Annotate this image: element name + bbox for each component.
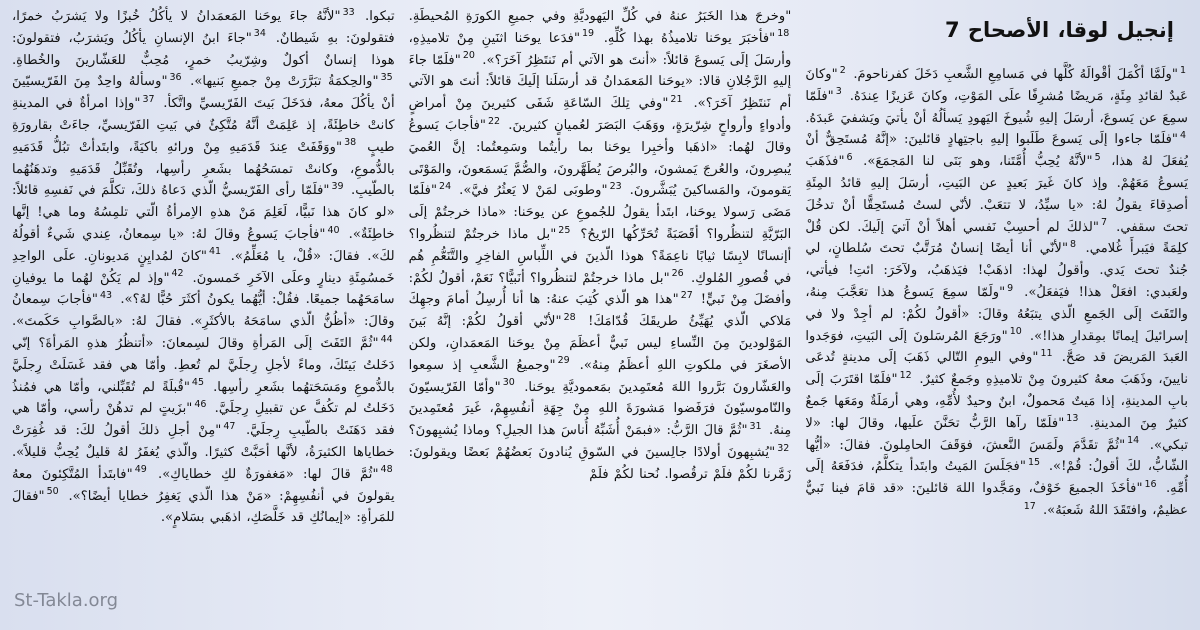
verse-number: 20	[462, 50, 475, 62]
verse-text: "وإذ لم يَكُنْ لهُما ما يوفيانِ سامَحَهُما جميعًا. فقُلْ: أيُّهُما يكونُ أكثَرَ حُبًّا لهُ؟».	[11, 270, 395, 308]
verse-number: 31	[749, 420, 762, 432]
verse-number: 15	[1027, 456, 1041, 468]
verse-text: "وكانَ عَبدٌ لقائدِ مِئَةٍ، مَريضًا مُشرِفًا علَى المَوْتِ، وكانَ عَزيزًا عِندَهُ.	[805, 67, 1188, 104]
verse-number: 47	[223, 420, 236, 432]
verse-number: 1	[1179, 64, 1186, 76]
verse-text: "مِنْ أجلِ ذلكَ أقولُ لكَ: قد غُفِرَتْ خطاياها الكثيرَةُ، لأنَّها أحَبَّتْ كثيرًا. والّذي يُغفَرُ لهُ قليلٌ يُحِبُّ قليلاً».	[11, 423, 395, 460]
verse-text: "وخرجَ هذا الخَبَرُ عنهُ في كُلِّ اليَهوديَّةِ وفي جميعِ الكورَةِ المُحيطَةِ.	[408, 9, 792, 24]
verse-number: 32	[777, 442, 790, 454]
verse-text: "ثُمَّ قالَ لها: «مَغفورَةٌ لكِ خطاياكِ».	[148, 466, 379, 482]
verse-number: 5	[1094, 151, 1101, 163]
verse-number: 19	[582, 28, 595, 40]
verse-text: "وأمّا الفَرّيسيّونَ والنّاموسيّونَ فرَفَضوا مَشورَةَ اللهِ مِنْ جِهَةِ أنفُسِهِمْ، غَيرَ مُعتَمِدينَ مِنهُ.	[408, 379, 792, 439]
column-1	[805, 6, 1188, 622]
verse-number: 6	[846, 151, 853, 163]
verse-number: 50	[46, 486, 59, 498]
verse-text: "فقالَ للمَرأةِ: «إيمانُكِ قد خَلَّصَكِ، اذهَبي بسَلامٍ».	[11, 488, 395, 526]
verse-text: "فأجابَ يَسوعُ وقالَ لهُ: «يا سِمعانُ، عِندي شَيءٌ أقولُهُ لكَ». فقالَ: «قُلْ، يا مُعَلِّمُ».	[11, 226, 395, 264]
verse-number: 39	[331, 180, 344, 192]
verse-text: "بل ماذا خرجتُمْ لتنظُروا؟ أإنسانًا لابِسًا ثيابًا ناعِمَةً؟ هوذا الّذينَ في اللِّباسِ الفاخِرِ والتَّنَعُّمِ هُم في قُصورِ المُلوكِ.	[408, 226, 792, 286]
verse-text: "فلَمّا مَضَى رَسولا يوحَنا، ابتَدأ يقولُ للجُموعِ عن يوحَنا: «ماذا خرجتُمْ إلَى البَرّيَّةِ لتنظُروا؟ أقَصَبَةً تُحَرِّكُها الرّيحُ؟	[408, 183, 792, 242]
verse-number: 33	[342, 6, 355, 18]
verse-number: 42	[171, 268, 184, 280]
verse-text: "فأخبَرَ يوحَنا تلاميذُهُ بهذا كُلِّهِ.	[596, 30, 776, 46]
verse-number: 46	[194, 398, 207, 410]
page-title: إنجيل لوقا، الأصحاح 7	[944, 18, 1174, 42]
verse-number: 10	[1009, 326, 1022, 338]
verse-number: 13	[1066, 413, 1079, 425]
verse-number: 41	[208, 246, 222, 258]
verse-text: "فذَهَبَ يَسوعُ مَعَهُمْ. وإذ كانَ غَيرَ بَعيدٍ عن البَيتِ، أرسَلَ إليهِ قائدُ المِئَةِ أصدِقاءَ يقولُ لهُ: «يا سيِّدُ، لا تتعَبْ. لأنّي لستُ مُستَحِقًّا أنْ تدخُلَ تحتَ سقفي.	[805, 154, 1188, 235]
verse-number: 43	[99, 289, 113, 301]
verse-number: 40	[327, 224, 340, 236]
verse-number: 45	[191, 377, 204, 389]
site-watermark: St-Takla.org	[14, 590, 119, 611]
verse-number: 27	[680, 289, 693, 301]
verse-text: "وجميعُ الشَّعبِ إذ سمِعوا والعَشّارونَ بَرَّروا اللهَ مُعتَمِدينَ بمَعموديَّةِ يوحَنا.	[408, 357, 792, 395]
verse-number: 24	[439, 180, 452, 192]
verse-number: 49	[134, 464, 147, 476]
verse-number: 7	[1100, 217, 1107, 229]
column-2	[409, 6, 792, 622]
verse-text: "ورَجَعَ المُرسَلونَ إلَى البَيتِ، فوَجَدوا العَبدَ المَريضَ قد صَحَّ.	[805, 328, 1188, 366]
verse-number: 21	[670, 93, 683, 105]
verse-number: 35	[380, 72, 393, 83]
column-1-text	[805, 64, 1188, 522]
verse-number: 29	[557, 355, 570, 367]
column-3	[12, 6, 395, 622]
verse-number: 36	[169, 72, 182, 83]
verse-text: "فأجابَ سِمعانُ وقالَ: «أظُنُّ الّذي سامَحَهُ بالأكثَرِ». فقالَ لهُ: «بالصَّوابِ حَكَمتَ».	[11, 292, 395, 330]
verse-number: 26	[671, 268, 684, 280]
verse-number: 11	[1040, 347, 1053, 359]
verse-number: 28	[563, 311, 576, 323]
verse-text: تبكوا.	[356, 9, 395, 24]
verse-number: 37	[142, 93, 155, 105]
verse-text: "وإذا امرأةٌ في المدينةِ كانتْ خاطِئَةً، إذ عَلِمَتْ أنَّهُ مُتَّكِئٌ في بَيتِ الفَرّيسيِّ، جاءَتْ بقارورَةِ طيبٍ	[11, 96, 395, 155]
verse-text: "فأخَذَ الجميعَ خَوْفٌ، ومَجَّدوا اللهَ قائلينَ: «قد قامَ فينا نَبيٌّ عظيمٌ، وافتَقَدَ اللهُ شَعبَهُ».	[805, 481, 1188, 518]
verse-text: "فدَعا يوحَنا اثنَينِ مِنْ تلاميذِهِ، وأرسَلَ إلَى يَسوعَ قائلاً: «أنتَ هو الآتي أم نَنتَظِرُ آخَرَ؟».	[408, 30, 792, 68]
verse-text: "وفي اليومِ التّالي ذَهَبَ إلَى مدينةٍ تُدعَى نايينَ، وذَهَبَ معهُ كثيرونَ مِنْ تلاميذِهِ وجَمعٌ كثيرٌ.	[805, 350, 1188, 388]
verse-number: 14	[1127, 435, 1140, 447]
verse-text: "قُبلَةً لم تُقَبِّلني، وأمّا هي فمُنذُ دَخَلتُ لم تكُفَّ عن تقبيلِ رِجلَيَّ.	[11, 379, 395, 417]
verse-text: "ثُمَّ التَفَتَ إلَى المَرأةِ وقالَ لسِمعانَ: «أتنظُرُ هذهِ المَرأةَ؟ إنّي دَخَلتُ بَيتَكَ، وماءً لأجلِ رِجلَيَّ لم تُعطِ. وأمّا هي فقد غَسَلَتْ رِجلَيَّ بالدُّموعِ ومَسَحَتهُما بشَعرِ رأسِها.	[11, 335, 395, 395]
verse-number: 22	[487, 115, 501, 127]
verse-text: "لأنَّهُ يُحِبُّ أُمَّتَنا، وهو بَنَى لنا المَجمَعَ».	[854, 154, 1093, 170]
verse-text: "هذا هو الّذي كُتِبَ عنهُ: ها أنا أُرسِلُ أمامَ وجهِكَ مَلاكي الّذي يُهَيِّئُ طريقَكَ قُدّامَكَ!	[408, 292, 792, 330]
verse-text: "لأنّي أنا أيضًا إنسانٌ مُرَتَّبٌ تحتَ سُلطانٍ، لي جُندٌ تحتَ يَدي. وأقولُ لهذا: اذهَبْ! فيَذهَبُ، ولآخَرَ: ائتِ! فيأتي، ولعَبدي: افعَلْ هذا! فيَفعَلُ».	[805, 241, 1188, 300]
verse-text: "ولَمَّا أكْمَلَ أقْوالَهُ كُلَّها في مَسامِعِ الشَّعبِ دَخَلَ كفرناحومَ.	[847, 67, 1178, 82]
column-3-text	[12, 6, 395, 529]
verse-text: "فلَمّا جاءَ إليهِ الرَّجُلانِ قالا: «يوحَنا المَعمَدانُ قد أرسَلَنا إلَيكَ قائلاً: أنتَ هو الآتي أم نَنتَظِرُ آخَرَ؟».	[408, 52, 792, 112]
verse-text: "والحِكمَةُ تبَرَّرَتْ مِنْ جميعِ بَنيها».	[183, 74, 379, 90]
bible-page	[12, 6, 1188, 622]
verse-text: "ولَمّا سمِعَ يَسوعُ هذا تعَجَّبَ مِنهُ، والتَفَتَ إلَى الجَمعِ الّذي يتبَعُهُ وقالَ: «أقولُ لكُمْ: لم أجِدْ ولا في إسرائيلَ إيمانًا بمِقدارِ هذا!».	[805, 284, 1188, 344]
verse-text: "فلَمّا رأى الفَرّيسيُّ الّذي دَعاهُ ذلكَ، تكلَّمَ في نَفسِهِ قائلاً: «لو كانَ هذا نَبيًّا، لَعَلِمَ مَنْ هذهِ الاِمرأةُ الّتي تلمِسُهُ وما هي! إنَّها خاطِئَةٌ».	[11, 183, 395, 242]
verse-number: 16	[1144, 478, 1157, 490]
verse-number: 34	[253, 28, 266, 40]
verse-text: "بل ماذا خرجتُمْ لتنظُروا؟ أنَبيًّا؟ نَعَمْ، أقولُ لكُمْ: وأفضَلَ مِنْ نَبيٍّ!	[408, 270, 792, 308]
verse-text: "بزَيتٍ لم تدهُنْ رأسي، وأمّا هي فقد دَهَنَتْ بالطّيبِ رِجلَيَّ.	[11, 401, 395, 439]
verse-text: "كانَ لمُدايِنٍ مَديونانِ. علَى الواحِدِ خَمسُمِئَةِ دينارٍ وعلَى الآخَرِ خَمسونَ.	[11, 248, 395, 286]
verse-text: "ثُمَّ تقَدَّمَ ولَمَسَ النَّعشَ، فوَقَفَ الحامِلونَ. فقالَ: «أيُّها الشّابُّ، لكَ أقولُ: قُمْ!».	[805, 437, 1188, 475]
verse-text: "فلَمّا اقتَرَبَ إلَى بابِ المدينةِ، إذا مَيتٌ مَحمولٌ، ابنٌ وحيدٌ لأُمِّهِ، وهي أرمَلَةٌ ومَعَها جَمعٌ كثيرٌ مِنَ المدينةِ.	[805, 372, 1188, 431]
verse-number: 44	[380, 333, 393, 345]
verse-text: "لأنّي أقولُ لكُمْ: إنَّهُ بَينَ المَوْلودينَ مِنَ النِّساءِ ليس نَبيٌّ أعظَمَ مِنْ يوحَنا المَعمَدانِ، ولكن الأصغَرَ في ملكوتِ اللهِ أعظَمُ مِنهُ».	[408, 314, 792, 373]
verse-text: "فلَمّا رآها الرَّبُّ تحَنَّنَ علَيها، وقالَ لها: «لا تبكي».	[805, 415, 1188, 453]
verse-number: 23	[609, 180, 622, 192]
verse-text: "يُشبِهونَ أولادًا جالِسينَ في السّوقِ يُنادونَ بَعضُهُمْ بَعضًا ويقولونَ: زَمَّرنا لكُمْ فلَمْ ترقُصوا. نُحنا لكُمْ فلَمْ	[408, 444, 792, 482]
verse-number: 2	[839, 64, 846, 76]
verse-text: "فلَمّا سمِعَ عن يَسوعَ، أرسَلَ إليهِ شُيوخَ اليَهودِ يَسألُهُ أنْ يأتيَ ويَشفيَ عَبدَهُ.	[805, 88, 1188, 126]
verse-text: "فلَمّا جاءوا إلَى يَسوعَ طَلَبوا إليهِ باجتِهادٍ قائلينَ: «إنَّهُ مُستَحِقٌّ أنْ يُفعَلَ لهُ هذا،	[805, 132, 1188, 170]
verse-number: 38	[344, 137, 357, 149]
verse-text: "وفي تِلكَ السّاعَةِ شَفَى كثيرينَ مِنْ أمراضٍ وأدواءٍ وأرواحٍ شِرّيرَةٍ، ووَهَبَ البَصَرَ لعُميانٍ كثيرينَ.	[408, 96, 792, 133]
verse-text: "لأنَّهُ جاءَ يوحَنا المَعمَدانُ لا يأكُلُ خُبزًا ولا يَشرَبُ خمرًا، فتقولونَ: بهِ شَيطانٌ.	[11, 9, 395, 46]
verse-text: "فابتَدأ المُتَّكِئونَ معهُ يقولونَ في أنفُسِهِمْ: «مَنْ هذا الّذي يَغفِرُ خطايا أيضًا؟».	[11, 466, 395, 504]
verse-number: 25	[558, 224, 571, 236]
verse-number: 48	[380, 464, 393, 476]
verse-text: "فجَلَسَ المَيتُ وابتَدأ يتكلَّمُ، فدَفَعَهُ إلَى أُمِّهِ.	[805, 459, 1188, 497]
verse-number: 18	[777, 28, 790, 40]
verse-number: 17	[1023, 500, 1036, 512]
verse-number: 3	[835, 86, 842, 98]
verse-text: "ووَقَفَتْ عِندَ قَدَمَيهِ مِنْ ورائهِ باكيَةً، وابتَدأتْ تبُلُّ قَدَمَيهِ بالدُّموعِ، وكانتْ تمسَحُهُما بشَعرِ رأسِها، وتُقَبِّلُ قَدَمَيهِ وتدهَنُهُما بالطّيبِ.	[11, 139, 395, 199]
verse-number: 30	[502, 377, 515, 389]
verse-number: 4	[1179, 130, 1186, 141]
verse-text: "لذلكَ لم أحسِبْ نَفسي أهلاً أنْ آتيَ إلَيكَ. لكن قُلْ كلِمَةً فيَبرأَ غُلامي.	[805, 219, 1188, 257]
column-2-text	[409, 6, 792, 486]
verse-text: "جاءَ ابنُ الإنسانِ يأكُلُ ويَشرَبُ، فتقولونَ: هوذا إنسانٌ أكولٌ وشِرّيبُ خمرٍ، مُحِبٌّ للعَشّارينَ والخُطاةِ.	[11, 30, 395, 68]
verse-text: "فأجابَ يَسوعُ وقالَ لهُما: «اذهَبا وأخبِرا يوحَنا بما رأيتُما وسَمِعتُما: إنَّ العُميَ يُبصِرونَ، والعُرجَ يَمشونَ، والبُرصَ يُطَهَّرونَ، والصُّمَّ يَسمَعونَ، والمَوْتَى يَقومونَ، والمَساكينَ يُبَشَّرونَ.	[408, 117, 792, 199]
verse-number: 9	[1007, 282, 1014, 294]
verse-text: "وطوبَى لمَنْ لا يَعثُرُ فيَّ».	[453, 183, 608, 199]
verse-number: 12	[899, 369, 912, 381]
verse-number: 8	[1070, 238, 1077, 250]
verse-text: "ثُمَّ قالَ الرَّبُّ: «فبمَنْ أُشَبِّهُ أُناسَ هذا الجيلِ؟ وماذا يُشبِهونَ؟	[408, 423, 748, 439]
verse-text: "وسألهُ واحِدٌ مِنَ الفَرّيسيّينَ أنْ يأكُلَ معهُ، فدَخَلَ بَيتَ الفَرّيسيِّ واتَّكأ.	[11, 74, 395, 112]
